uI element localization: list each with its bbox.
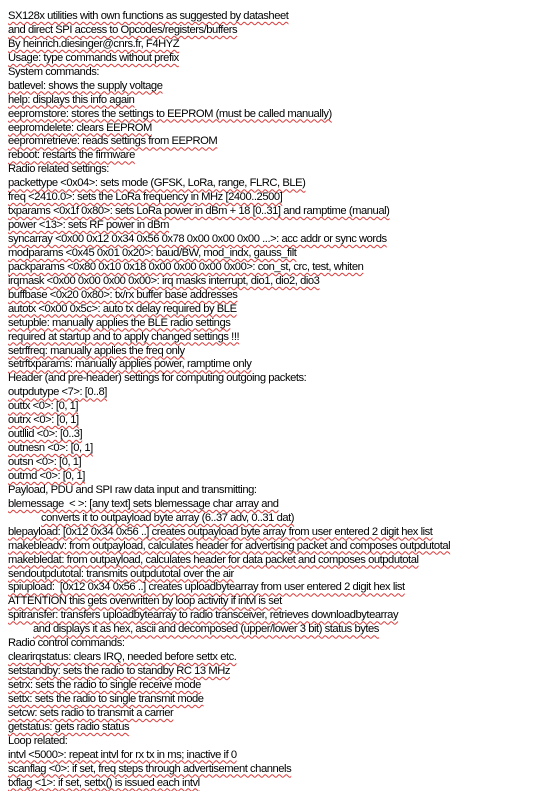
help-line: outmd <0>: [0, 1]	[8, 469, 85, 482]
help-line: spitransfer: transfers uploadbytearray to radio transceiver, retrieves downloadbytearray	[8, 609, 399, 622]
help-line: converts it to outpayload byte array (6..37 adv, 0..31 dat)	[41, 511, 295, 524]
help-line: syncarray <0x00 0x12 0x34 0x56 0x78 0x00 0x00 0x00 ...>: acc addr or sync words	[8, 233, 387, 245]
help-line: blemessage < >: [any text] sets blemessage char array and	[8, 497, 279, 510]
help-line: required at startup and to apply changed settings !!!	[8, 330, 240, 343]
help-line: buffbase <0x20 0x80>: tx/rx buffer base addresses	[8, 288, 238, 301]
help-line: modparams <0x45 0x01 0x20>: baud/BW, mod_indx, gauss_filt	[8, 246, 297, 259]
help-line: ATTENTION this gets overwritten by loop activity if intvl is set	[8, 595, 282, 608]
help-line: txflag <1>: if set, settx() is issued each intvl	[8, 776, 200, 789]
help-line: freq <2410.0>: sets the LoRa frequency in MHz [2400..2500]	[8, 191, 283, 204]
help-line: and direct SPI access to Opcodes/registers/buffers	[8, 23, 238, 36]
help-line: intvl <5000>: repeat intvl for rx tx in ms; inactive if 0	[8, 748, 237, 761]
help-line: eepromretrieve: reads settings from EEPROM	[8, 135, 218, 148]
help-line: setrx: sets the radio to single receive mode	[8, 679, 201, 691]
help-line: System commands:	[8, 65, 100, 78]
help-line: setcw: sets radio to transmit a carrier	[8, 706, 174, 719]
help-line: setupble: manually applies the BLE radio settings	[8, 316, 231, 329]
help-line: outpdutype <7>: [0..8]	[8, 386, 107, 399]
help-line: setrftxparams: manually applies power, ramptime only	[8, 358, 252, 371]
help-line: getstatus: gets radio status	[8, 720, 130, 733]
help-line: outrx <0>: [0, 1]	[8, 414, 79, 427]
help-line: SX128x utilities with own functions as suggested by datasheet	[8, 10, 289, 22]
help-line: reboot: restarts the firmware	[8, 149, 135, 162]
help-line: setstandby: sets the radio to standby RC 13 MHz	[8, 665, 230, 678]
help-line: Payload, PDU and SPI raw data input and transmitting:	[8, 483, 257, 496]
help-line: scanflag <0>: if set, freq steps through advertisement channels	[8, 762, 292, 775]
help-line: outllid <0>: [0..3]	[8, 428, 83, 441]
help-line: outtx <0>: [0, 1]	[8, 400, 79, 413]
help-line: clearirqstatus: clears IRQ, needed before settx etc.	[8, 651, 237, 664]
help-line: outsn <0>: [0, 1]	[8, 456, 82, 468]
help-line: By heinrich.diesinger@cnrs.fr, F4HYZ	[8, 37, 180, 50]
help-line: Loop related:	[8, 734, 68, 747]
help-line: Header (and pre-header) settings for computing outgoing packets:	[8, 372, 307, 385]
help-line: packparams <0x80 0x10 0x18 0x00 0x00 0x00 0x00>: con_st, crc, test, whiten	[8, 260, 364, 273]
help-line: outnesn <0>: [0, 1]	[8, 442, 93, 455]
help-line: power <13>: sets RF power in dBm	[8, 219, 169, 232]
help-line: blepayload: [0x12 0x34 0x56 ..] creates outpayload byte array from user entered 2 digit hex list	[8, 525, 433, 538]
help-line: makebleadv: from outpayload, calculates header for advertising packet and composes outpdutotal	[8, 539, 451, 552]
help-line: Usage: type commands without prefix	[8, 51, 179, 64]
help-line: spiupload: [0x12 0x34 0x56 ..] creates uploadbytearray from user entered 2 digit hex list	[8, 581, 405, 594]
help-line: help: displays this info again	[8, 93, 135, 106]
help-line: settx: sets the radio to single transmit mode	[8, 692, 204, 705]
help-line: Radio related settings:	[8, 163, 109, 176]
help-line: autotx <0x00 0x5c>: auto tx delay required by BLE	[8, 302, 237, 315]
help-line: eepromdelete: clears EEPROM	[8, 121, 152, 134]
help-line: and displays it as hex, ascii and decomposed (upper/lower 3 bit) status bytes	[33, 623, 379, 636]
help-line: setrffreq: manually applies the freq only	[8, 344, 185, 357]
help-line: batlevel: shows the supply voltage	[8, 79, 163, 92]
help-line: packettype <0x04>: sets mode (GFSK, LoRa, range, FLRC, BLE)	[8, 177, 306, 190]
help-line: eepromstore: stores the settings to EEPROM (must be called manually)	[8, 107, 332, 120]
help-line: makebledat: from outpayload, calculates header for data packet and composes outpdutotal	[8, 553, 419, 566]
help-line: irqmask <0x00 0x00 0x00 0x00>: irq masks interrupt, dio1, dio2, dio3	[8, 274, 320, 287]
help-line: sendoutpdutotal: transmits outpdutotal over the air	[8, 567, 234, 580]
help-line: Radio control commands:	[8, 637, 125, 650]
help-line: txparams <0x1f 0x80>: sets LoRa power in dBm + 18 [0..31] and ramptime (manual)	[8, 205, 390, 218]
